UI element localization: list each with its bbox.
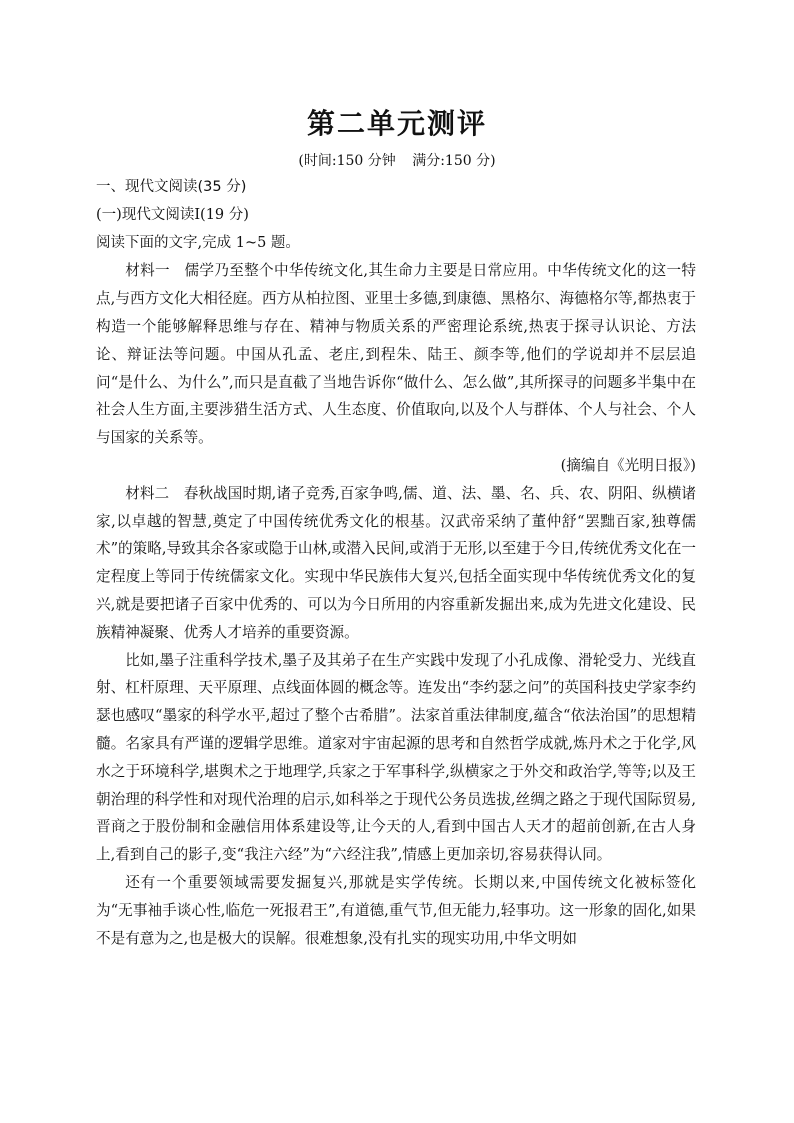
time-limit: (时间:150 分钟 bbox=[298, 153, 396, 169]
subsection-heading: (一)现代文阅读Ⅰ(19 分) bbox=[96, 206, 249, 223]
material-two-paragraph-2: 比如,墨子注重科学技术,墨子及其弟子在生产实践中发现了小孔成像、滑轮受力、光线直射、杠杆原理、天平原理、点线面体圆的概念等。连发出“李约瑟之问”的英国科技史学家李约瑟也感叹“墨家的科学水平,超过了整个古希腊”。法家首重法律制度,蕴含“依法治国”的思想精髓。名家具有严谨的逻辑学思维。道家对宇宙起源的思考和自然哲学成就,炼丹术之于化学,风水之于环境科学,堪舆术之于地理学,兵家之于军事科学,纵横家之于外交和政治学,等等;以及王朝治理的科学性和对现代治理的启示,如科举之于现代公务员选拔,丝绸之路之于现代国际贸易,晋商之于股份制和金融信用体系建设等,让今天的人,看到中国古人天才的超前创新,在古人身上,看到自己的影子,变“我注六经”为“六经注我”,情感上更加亲切,容易获得认同。 bbox=[96, 651, 696, 864]
material-two-text-1: 春秋战国时期,诸子竞秀,百家争鸣,儒、道、法、墨、名、兵、农、阴阳、纵横诸家,以卓越的智慧,奠定了中国传统优秀文化的根基。汉武帝采纳了董仲舒“罢黜百家,独尊儒术”的策略,导致其余各家或隐于山林,或潜入民间,或消于无形,以至建于今日,传统优秀文化在一定程度上等同于传统儒家文化。实现中华民族伟大复兴,包括全面实现中华传统优秀文化的复兴,就是要把诸子百家中优秀的、可以为今日所用的内容重新发掘出来,成为先进文化建设、民族精神凝聚、优秀人才培养的重要资源。 bbox=[96, 484, 696, 641]
material-one-label: 材料一 bbox=[125, 262, 170, 280]
document-body bbox=[96, 174, 696, 952]
material-two-paragraph-1 bbox=[96, 480, 696, 647]
material-two-label: 材料二 bbox=[125, 484, 170, 502]
reading-instruction: 阅读下面的文字,完成 1~5 题。 bbox=[96, 234, 300, 251]
section-heading: 一、现代文阅读(35 分) bbox=[96, 179, 247, 195]
page-title: 第二单元测评 bbox=[306, 107, 487, 140]
material-one-paragraph bbox=[96, 257, 696, 452]
material-two-paragraph-3: 还有一个重要领域需要发掘复兴,那就是实学传统。长期以来,中国传统文化被标签化为“无事袖手谈心性,临危一死报君王”,有道德,重气节,但无能力,轻事功。这一形象的固化,如果不是有意为之,也是极大的误解。很难想象,没有扎实的现实功用,中华文明如 bbox=[96, 873, 696, 947]
exam-meta bbox=[0, 150, 794, 170]
full-score: 满分:150 分) bbox=[412, 153, 496, 169]
material-one-text: 儒学乃至整个中华传统文化,其生命力主要是日常应用。中华传统文化的这一特点,与西方文化大相径庭。西方从柏拉图、亚里士多德,到康德、黑格尔、海德格尔等,都热衷于构造一个能够解释思维与存在、精神与物质关系的严密理论系统,热衷于探寻认识论、方法论、辩证法等问题。中国从孔孟、老庄,到程朱、陆王、颜李等,他们的学说却并不层层追问“是什么、为什么”,而只是直截了当地告诉你“做什么、怎么做”,其所探寻的问题多半集中在社会人生方面,主要涉猎生活方式、人生态度、价值取向,以及个人与群体、个人与社会、个人与国家的关系等。 bbox=[96, 262, 696, 447]
material-one-source: (摘编自《光明日报》) bbox=[560, 456, 696, 474]
